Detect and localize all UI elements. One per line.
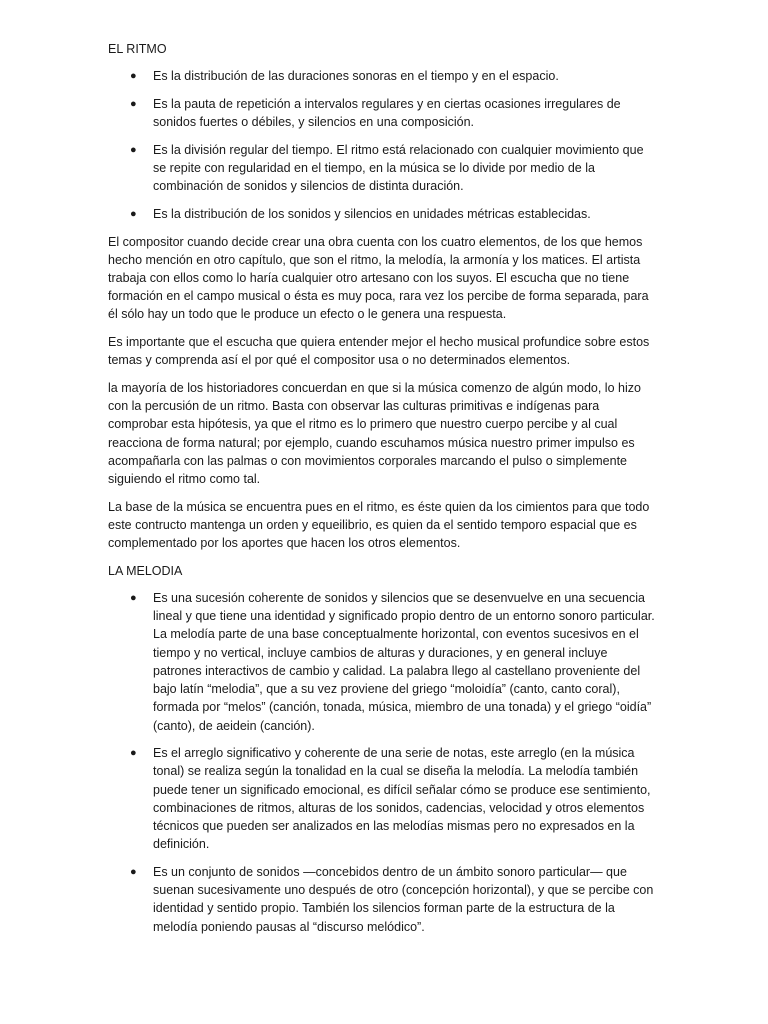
list-item-text: Es la pauta de repetición a intervalos regulares y en ciertas ocasiones irregulares de sonidos fuertes o débiles, y silencios en una composición. [153, 96, 621, 130]
bullet-icon: ● [130, 747, 137, 760]
list-item [108, 744, 656, 853]
list-item-text: Es el arreglo significativo y coherente de una serie de notas, este arreglo (en la música tonal) se realiza según la tonalidad en la cual se diseña la melodía. La melodía también puede tener un significado emocional, es difícil señalar cómo se produce ese sentimiento, combinaciones de ritmos, alturas de los sonidos, cadencias, velocidad y otros elementos técnicos que pueden ser analizados en las melodías mismas pero no expresados en la definición. [153, 746, 651, 852]
bullet-icon: ● [130, 865, 137, 878]
list-item-text: Es la distribución de las duraciones sonoras en el tiempo y en el espacio. [153, 69, 559, 84]
list-item [108, 141, 656, 196]
paragraph: la mayoría de los historiadores concuerdan en que si la música comenzo de algún modo, lo hizo con la percusión de un ritmo. Basta con observar las culturas primitivas e indígenas para comprobar esta hipótesis, ya que el ritmo es lo primero que nuestro cuerpo percibe y al cual reacciona de forma natural; por ejemplo, cuando escuhamos música nuestro primer impulso es acompañarla con las palmas o con movimientos corporales marcando el pulso o simplemente siguiendo el ritmo como tal. [108, 381, 641, 487]
list-item-text: Es la división regular del tiempo. El ritmo está relacionado con cualquier movimiento que se repite con regularidad en el tiempo, en la música se lo divide por medio de la combinación de sonidos y silencios de distinta duración. [153, 142, 644, 194]
bullet-icon: ● [130, 70, 137, 83]
list-item-text: Es un conjunto de sonidos —concebidos dentro de un ámbito sonoro particular— que suenan sucesivamente uno después de otro (concepción horizontal), y que se percibe con identidad y sentido propio. También los silencios forman parte de la estructura de la melodía poniendo pausas al “discurso melódico”. [153, 864, 654, 934]
bullet-list-ritmo [108, 67, 656, 223]
paragraph: La base de la música se encuentra pues en el ritmo, es éste quien da los cimientos para que todo este contructo mantenga un orden y equeilibrio, es quien da el sentido temporo espacial que es complementado por los aportes que hacen los otros elementos. [108, 499, 650, 551]
bullet-icon: ● [130, 592, 137, 605]
list-item [108, 205, 656, 223]
paragraph: El compositor cuando decide crear una obra cuenta con los cuatro elementos, de los que hemos hecho mención en otro capítulo, que son el ritmo, la melodía, la armonía y los matices. El artista trabaja con ellos como lo haría cualquier otro artesano con los suyos. El escucha que no tiene formación en el campo musical o ésta es muy poca, rara vez los percibe de forma separada, para él sólo hay un todo que le produce un efecto o le genera una respuesta. [108, 234, 649, 322]
list-item-text: Es una sucesión coherente de sonidos y silencios que se desenvuelve en una secuencia lineal y que tiene una identidad y significado propio dentro de un entorno sonoro particular. La melodía parte de una base conceptualmente horizontal, con eventos sucesivos en el tiempo y no vertical, incluye cambios de alturas y duraciones, y en general incluye patrones interactivos de cambio y calidad. La palabra llego al castellano proveniente del bajo latín “melodia”, que a su vez proviene del griego “moloidía” (canto, canto coral), formada por “melos” (canción, tonada, música, miembro de una tonada) y el griego “oidía” (canto), de aeidein (canción). [153, 591, 655, 733]
paragraph: Es importante que el escucha que quiera entender mejor el hecho musical profundice sobre estos temas y comprenda así el por qué el compositor usa o no determinados elementos. [108, 335, 650, 368]
section-heading-melodia: LA MELODIA [108, 563, 183, 578]
list-item [108, 589, 656, 735]
list-item [108, 67, 656, 85]
list-item [108, 95, 656, 131]
document-page [108, 0, 656, 945]
bullet-icon: ● [130, 143, 137, 156]
bullet-icon: ● [130, 207, 137, 220]
list-item [108, 863, 656, 936]
bullet-icon: ● [130, 97, 137, 110]
section-heading-ritmo: EL RITMO [108, 42, 167, 56]
list-item-text: Es la distribución de los sonidos y silencios en unidades métricas establecidas. [153, 206, 591, 221]
bullet-list-melodia [108, 589, 656, 936]
